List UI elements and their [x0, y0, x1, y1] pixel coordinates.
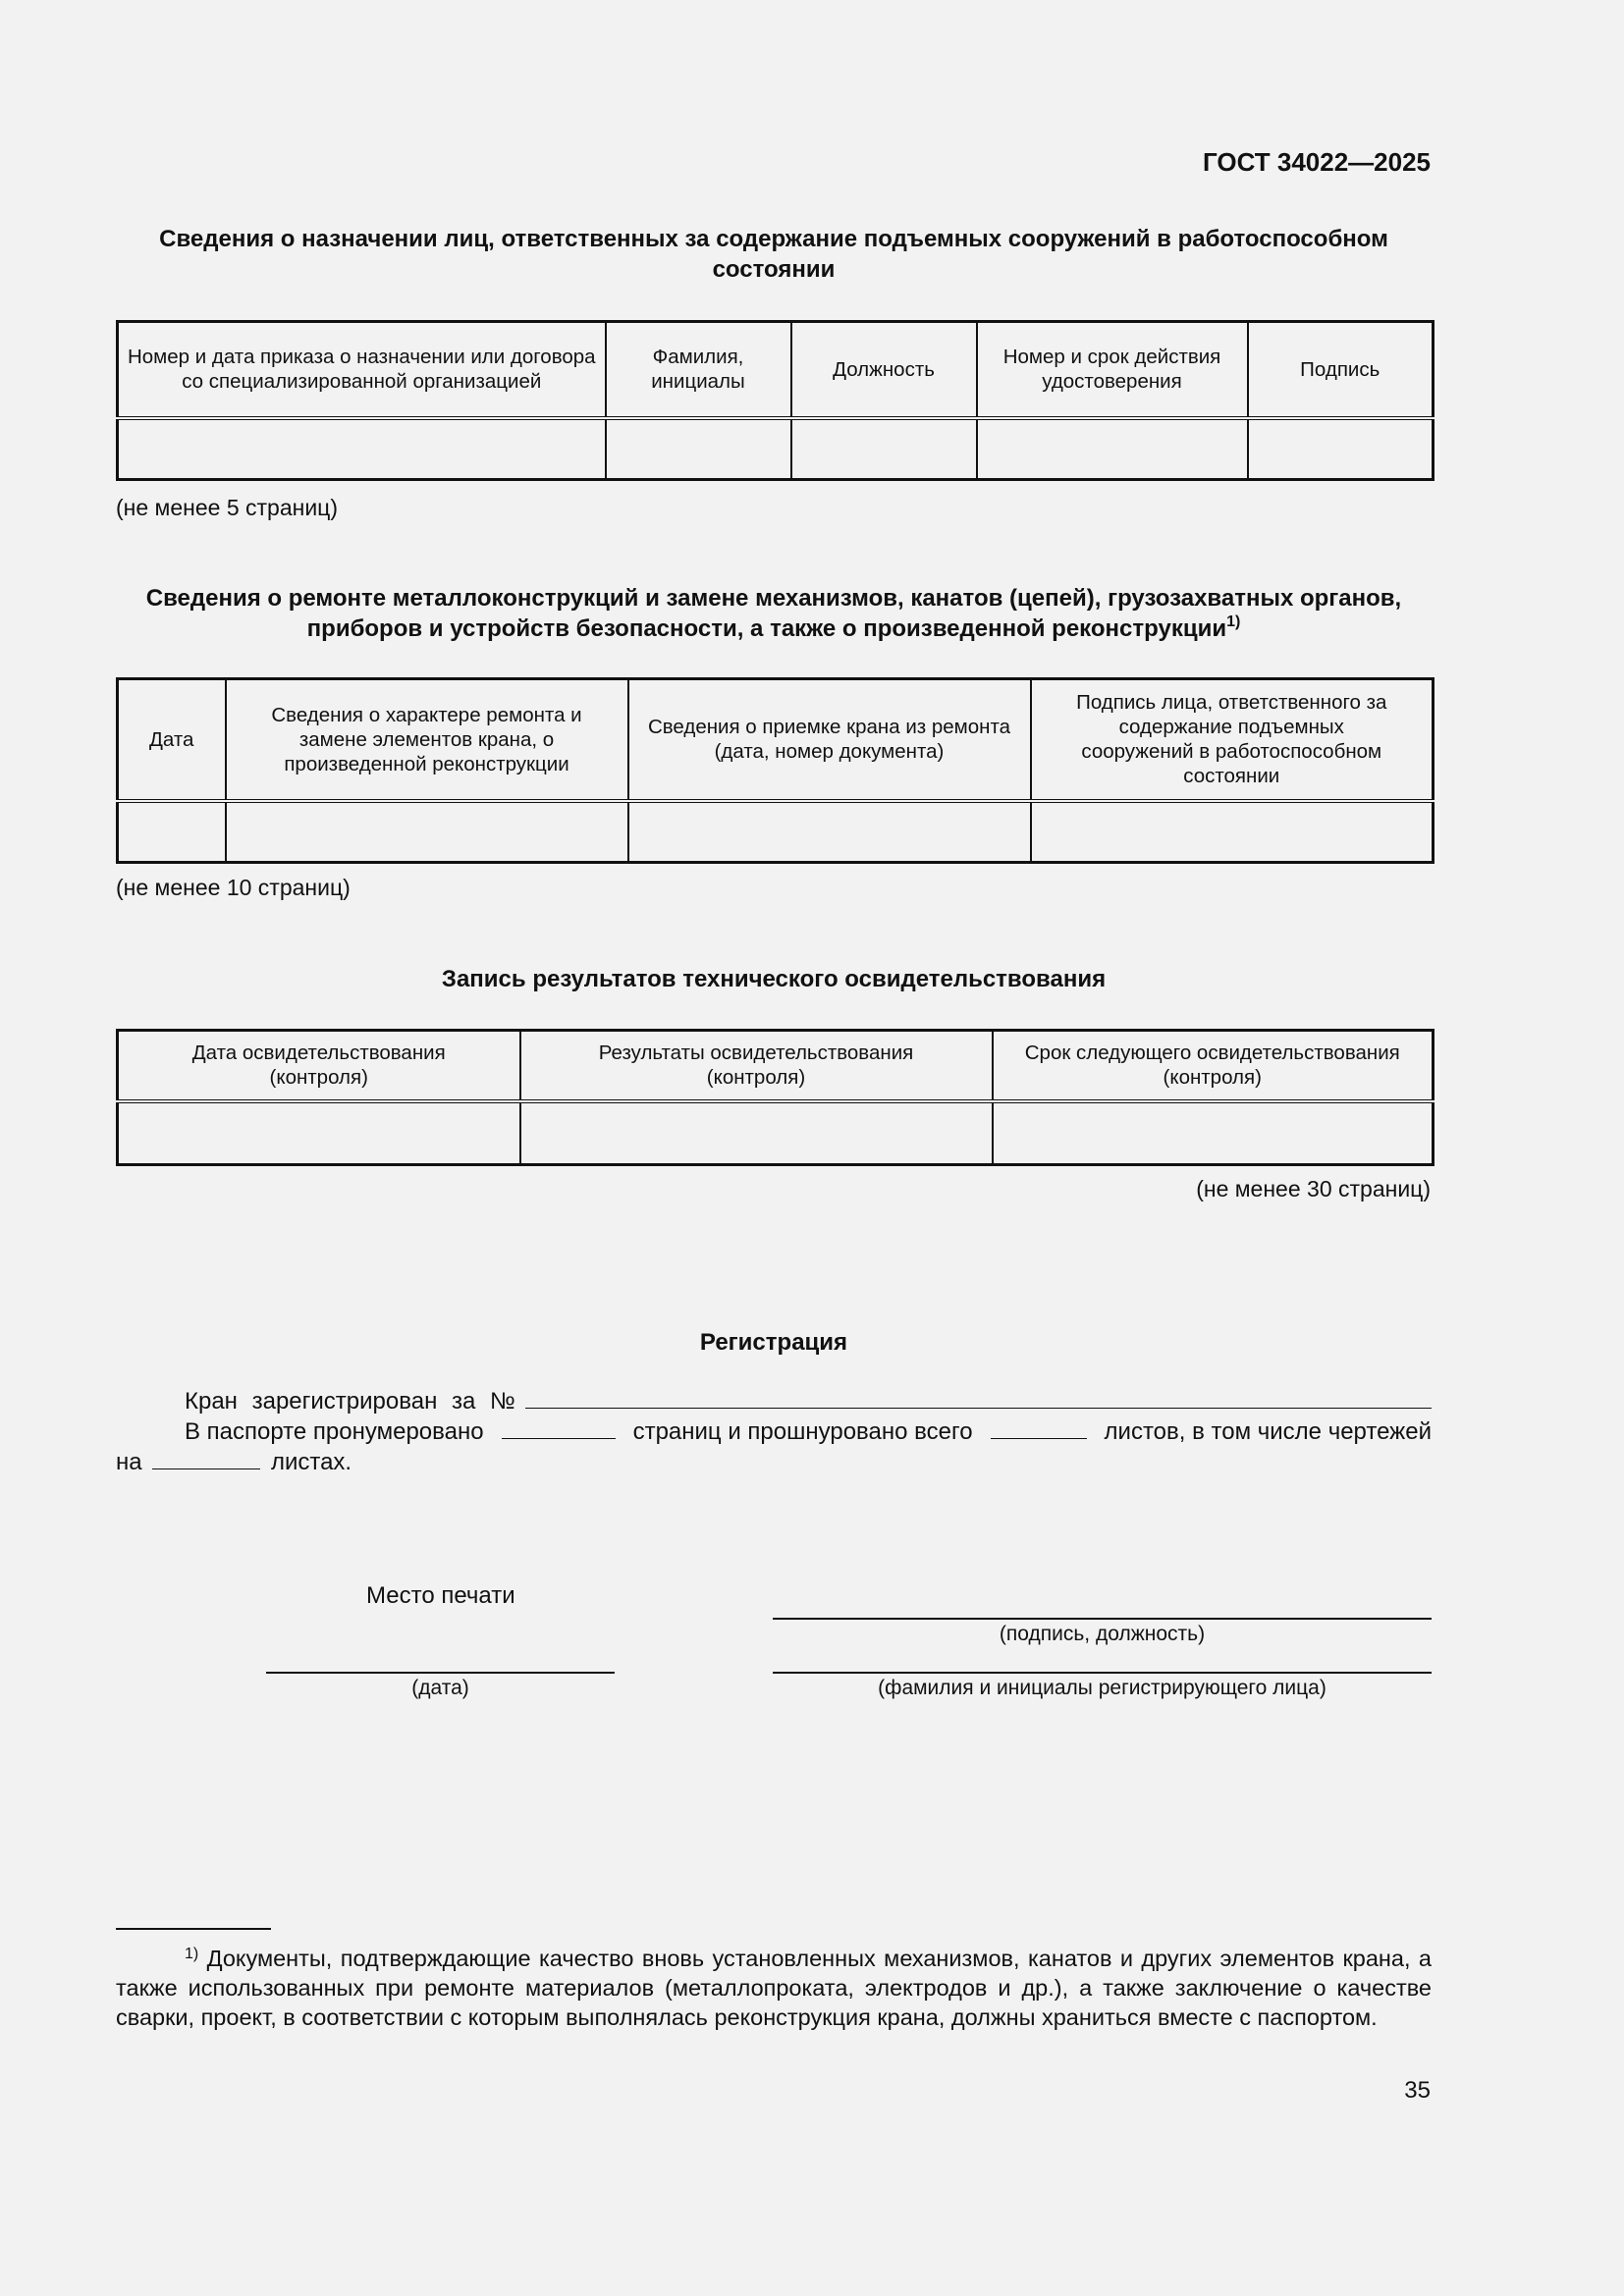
table-cell[interactable]: [977, 418, 1248, 480]
section-title-text: Запись результатов технического освидетельствования: [441, 966, 1107, 992]
table-cell[interactable]: [1031, 801, 1434, 863]
sheets-label: листах.: [270, 1449, 352, 1475]
column-header: Должность: [791, 322, 977, 418]
section-title-inspection: [116, 964, 1432, 994]
date-caption: (дата): [411, 1677, 469, 1699]
table-cell[interactable]: [606, 418, 791, 480]
page-count-note: (не менее 10 страниц): [116, 875, 351, 900]
table-header-row: [118, 679, 1434, 801]
table-cell[interactable]: [226, 801, 628, 863]
section-title-registration: [116, 1327, 1432, 1358]
responsible-persons-table: [116, 320, 1435, 481]
drawing-sheets-line: [116, 1447, 352, 1477]
table-cell[interactable]: [118, 801, 226, 863]
table-cell[interactable]: [791, 418, 977, 480]
table-cell[interactable]: [628, 801, 1031, 863]
date-line[interactable]: [266, 1672, 615, 1674]
footnote-text: Документы, подтверждающие качество вновь установленных механизмов, канатов и других элементов крана, а также использованных при ремонте материалов (металлопроката, электродов и др.), а также заключение о качестве сварки, проект, в соответствии с которым выполнялась реконструкция крана, должны храниться вместе с паспортом.: [116, 1946, 1433, 2030]
numbered-label: В паспорте пронумеровано: [185, 1418, 484, 1445]
footnote-mark: 1): [185, 1946, 199, 1962]
table-header-row: [118, 322, 1434, 418]
numbered-pages-field[interactable]: [502, 1418, 616, 1439]
page-count-note: (не менее 30 страниц): [1196, 1176, 1431, 1201]
document-code: ГОСТ 34022—2025: [1203, 147, 1431, 177]
page-number: 35: [1404, 2077, 1431, 2104]
total-sheets-field[interactable]: [991, 1418, 1087, 1439]
column-header: Срок следующего освидетельствования (контроля): [993, 1031, 1434, 1101]
inspection-table: [116, 1029, 1435, 1166]
column-header: Сведения о характере ремонта и замене элементов крана, о произведенной реконструкции: [226, 679, 628, 801]
drawings-label: листов, в том числе чертежей: [1104, 1418, 1432, 1445]
name-line[interactable]: [773, 1672, 1432, 1674]
signature-line[interactable]: [773, 1618, 1432, 1620]
registration-number-field[interactable]: [525, 1388, 1432, 1409]
repairs-table: [116, 677, 1435, 864]
column-header: Номер и дата приказа о назначении или договора со специализированной организацией: [118, 322, 606, 418]
laced-label: страниц и прошнуровано всего: [632, 1418, 973, 1445]
footnote: [116, 1944, 1432, 2032]
table-row: [118, 801, 1434, 863]
column-header: Дата освидетельствования (контроля): [118, 1031, 520, 1101]
stamp-place-label: Место печати: [366, 1582, 515, 1609]
registration-number-line: [185, 1386, 1432, 1416]
registration-number-label: Кран зарегистрирован за №: [185, 1388, 515, 1415]
column-header: Дата: [118, 679, 226, 801]
page-count-line: [185, 1416, 1432, 1447]
footnote-reference[interactable]: 1): [1226, 614, 1241, 630]
section-title-responsible-persons: [116, 224, 1432, 285]
column-header: Номер и срок действия удостоверения: [977, 322, 1248, 418]
section-title-repairs: [116, 583, 1432, 644]
on-label: на: [116, 1449, 142, 1475]
table-header-row: [118, 1031, 1434, 1101]
section-title-text: Регистрация: [699, 1329, 848, 1356]
table-cell[interactable]: [520, 1101, 993, 1165]
column-header: Сведения о приемке крана из ремонта (дата, номер документа): [628, 679, 1031, 801]
signature-caption: (подпись, должность): [999, 1623, 1206, 1645]
table-cell[interactable]: [993, 1101, 1434, 1165]
table-row: [118, 1101, 1434, 1165]
column-header: Подпись: [1248, 322, 1434, 418]
table-cell[interactable]: [118, 418, 606, 480]
column-header: Фамилия, инициалы: [606, 322, 791, 418]
table-row: [118, 418, 1434, 480]
section-title-text: Сведения о ремонте металлоконструкций и замене механизмов, канатов (цепей), грузозахватных органов, приборов и устройств безопасности, а также о произведенной реконструкции: [145, 585, 1402, 642]
column-header: Подпись лица, ответственного за содержание подъемных сооружений в работоспособном состоянии: [1031, 679, 1434, 801]
table-cell[interactable]: [1248, 418, 1434, 480]
table-cell[interactable]: [118, 1101, 520, 1165]
section-title-text: Сведения о назначении лиц, ответственных за содержание подъемных сооружений в работоспособном состоянии: [159, 226, 1388, 283]
name-caption: (фамилия и инициалы регистрирующего лица): [878, 1677, 1326, 1699]
footnote-separator: [116, 1928, 271, 1930]
column-header: Результаты освидетельствования (контроля): [520, 1031, 993, 1101]
page-count-note: (не менее 5 страниц): [116, 495, 339, 520]
drawing-sheets-field[interactable]: [152, 1449, 260, 1469]
